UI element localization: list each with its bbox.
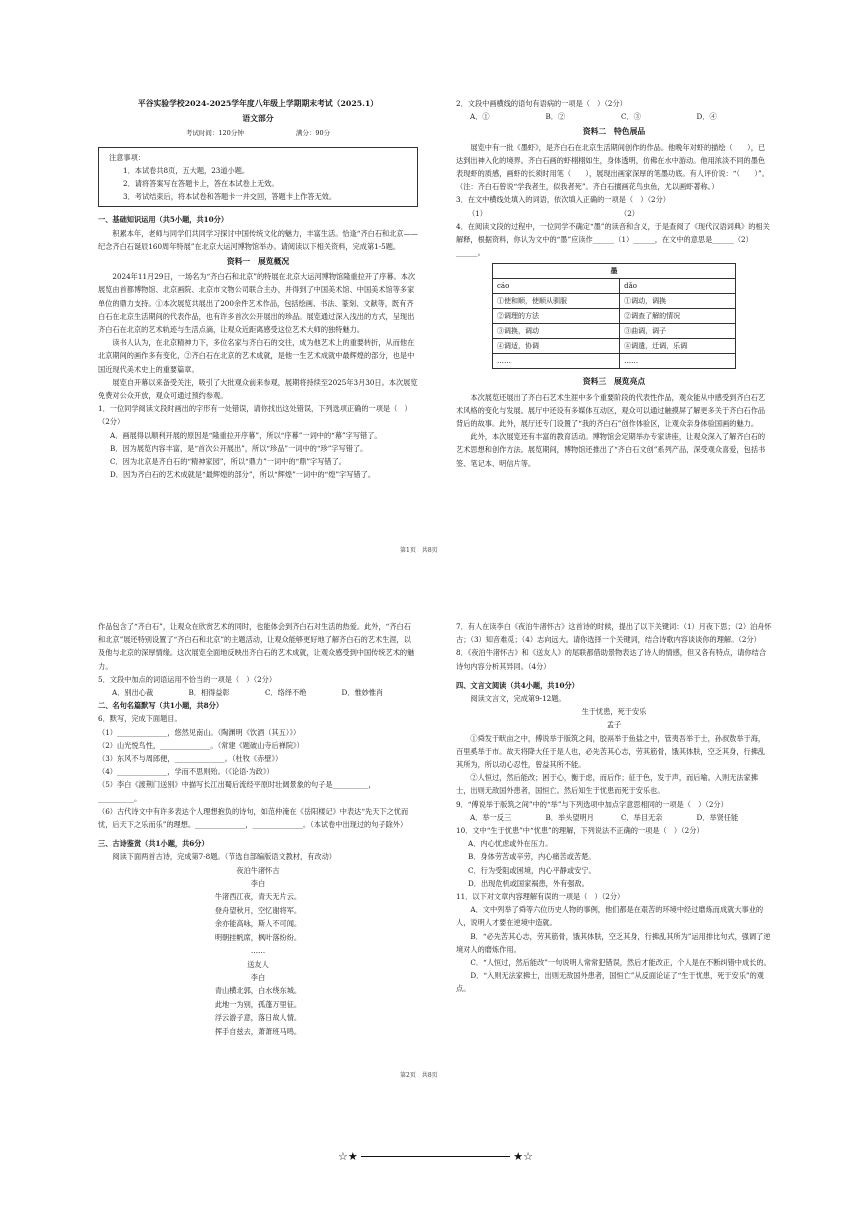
ancient-author: 孟子 (606, 720, 622, 730)
poem-author: 李白 (250, 972, 266, 982)
exam-meta: 考试时间：120分钟 满分：90分 (185, 129, 331, 138)
ancient-title: 生于忧患，死于安乐 (581, 707, 647, 717)
right-column-bottom (456, 620, 772, 996)
question: 4．在阅读文段的过程中，一位同学不确定“墨”的读音和含义，于是查阅了《现代汉语词典》的相关解释，根据资料，你认为文中的“墨”应读作______（1）______，在文中的意思是______（2）______。 (456, 221, 770, 258)
page-top (0, 0, 867, 600)
blank: （2） (620, 208, 639, 218)
dict-head: 墨 (493, 264, 736, 279)
paragraph: 2024年11月29日，一场名为“齐白石和北京”的特展在北京大运河博物馆隆重拉开了序幕。本次展览由首都博物馆、北京画院、北京市文物公司联合主办，并得到了中国美术馆、中国美术馆等多家单位的鼎力支持。①本次展览共展出了200余件艺术作品，包括绘画、书法、篆刻、文献等，既有齐白石在北京生活期间的代表作品，也有许多首次公开展出的珍品。展览通过深入浅出的方式，呈现出齐白石在北京的艺术轨迹与生活点滴，让观众近距离感受这位艺术大师的独特魅力。 (98, 272, 416, 335)
question: 2．文段中画横线的语句有语病的一项是（ ）（2分） (456, 99, 627, 108)
paragraph: 阅读下面两首古诗，完成第7-8题。（节选自部编版语文教材，有改动） (112, 852, 336, 862)
question: 1．一位同学阅读文段时画出的字形有一处错误，请你找出这处错误，下列选项正确的一项是（ ）（2分） (98, 404, 412, 427)
dict-cell: ②调理的方法 (493, 309, 620, 324)
question: 11．以下对文章内容理解有误的一项是（ ）（2分） (456, 892, 625, 902)
poem-line: …… (250, 946, 266, 956)
notice-item: 3．考试结束后，将本试卷和答题卡一并交回，答题卡上作答无效。 (123, 192, 337, 202)
fill-line: （1）______________，悠然见南山。（陶渊明《饮酒（其五）》） (98, 727, 301, 737)
poem-title: 夜泊牛渚怀古 (236, 865, 280, 875)
dict-cell: ①使和顺，使顺从驯服 (493, 294, 620, 309)
dict-cell: ④调适，协调 (493, 339, 620, 354)
option-row (456, 110, 772, 123)
fill-line: （6）古代诗文中有许多表达个人理想抱负的诗句，如范仲淹在《岳阳楼记》中表达“先天下之忧而忧，后天下之乐而乐”的理想。______________，______________。（本试卷中出现过的句子除外） (98, 806, 409, 830)
notice-item: 1．本试卷共8页，五大题，23道小题。 (123, 165, 250, 175)
option: C．举目无亲 (621, 812, 663, 822)
dictionary-box (456, 259, 772, 373)
option: D．出现危机或国家祸患，外有强敌。 (468, 878, 589, 888)
option: A．画展得以顺利开展的原因是“隆重拉开序幕”，所以“序幕”一词中的“幕”字写错了。 (110, 430, 382, 440)
left-column-top (98, 97, 418, 481)
poem-line: 青山横北郭，白水绕东城。 (214, 986, 302, 996)
notice-title: 注意事项： (109, 152, 145, 162)
question: 3．在文中横线处填入的词语，依次填入正确的一项是（ ）（2分） (456, 195, 670, 205)
option: B．举头望明月 (545, 812, 594, 822)
paragraph: 此外，本次展览还有丰富的教育活动。博物馆会定期举办专家讲座，让观众深入了解齐白石的艺术思想和创作方法。展览期间，博物馆还推出了“齐白石文创”系列产品，深受观众喜爱，包括书签、笔记本、明信片等。 (456, 432, 766, 468)
question: 9．“傅说举于版筑之间”中的“举”与下列选项中加点字意思相同的一项是（ ）（2分） (456, 799, 728, 809)
poem-line: 明朝挂帆席，枫叶落纷纷。 (214, 932, 302, 942)
dict-cell: ③曲调，调子 (620, 324, 736, 339)
dict-cell: ①调动，调换 (620, 294, 736, 309)
poem-title: 送友人 (247, 959, 269, 969)
option-row (98, 686, 418, 699)
material-title: 资料三 展览亮点 (582, 377, 646, 387)
question: 8．《夜泊牛渚怀古》和《送友人》的尾联都借助景物表达了诗人的情感，但又各有特点，请你结合诗句内容分析其异同。（4分） (456, 648, 767, 671)
fill-line: （4）______________，学而不思则殆。（《论语·为政》） (98, 767, 274, 777)
star-divider (338, 1150, 533, 1163)
section-heading: 四、文言文阅读（共4小题，共10分） (456, 680, 579, 690)
dict-cell: ③调换，调动 (493, 324, 620, 339)
dict-right-head: dǎo (620, 279, 736, 294)
poem-line: 牛渚西江夜，青天无片云。 (214, 892, 302, 902)
notice-item: 2．请将答案写在答题卡上，答在本试卷上无效。 (123, 179, 279, 189)
blank: （1） (468, 208, 487, 218)
option: D．④ (696, 112, 717, 122)
option: D．惟妙惟肖 (341, 688, 384, 698)
poem-1 (98, 864, 418, 1038)
option: C．“人恒过，然后能改”一句说明人常常犯错误，然后才能改正，个人是在不断纠错中成长的。 (470, 958, 771, 968)
poem-author: 李白 (250, 879, 266, 889)
paragraph: ②人恒过，然后能改；困于心，衡于虑，而后作；征于色，发于声，而后喻。入则无法家拂士，出则无敌国外患者，国恒亡。然后知生于忧患而死于安乐也。 (456, 773, 758, 796)
star-icon: ☆★ (338, 1150, 358, 1163)
option: D．举贤任能 (696, 812, 739, 822)
paragraph: 本次展览还展出了齐白石艺术生涯中多个重要阶段的代表性作品，观众能从中感受到齐白石艺术风格的变化与发展。展厅中还设有多媒体互动区，观众可以通过触摸屏了解更多关于齐白石作品背后的故事。此外，展厅还专门设置了“我的齐白石”创作体验区，让观众亲身体验国画的魅力。 (456, 392, 766, 429)
option: C．因为北京是齐白石的“精神家园”，所以“鼎力”一词中的“鼎”字写错了。 (110, 457, 346, 467)
paragraph: 作品包含了“齐白石”，让观众在欣赏艺术的同时，也能体会到齐白石对生活的热爱。此外，“齐白石和北京”展还特别设置了“齐白石和北京”的主题活动，让观众能够更好地了解齐白石的艺术生涯，以及他与北京的深厚情缘。这次展览全面地反映出齐白石的艺术成就，让观众感受到中国传统艺术的魅力。 (98, 622, 415, 671)
option: D．因为齐白石的艺术成就是“最辉煌的部分”，所以“辉煌”一词中的“煌”字写错了。 (110, 470, 376, 480)
answer-blanks (456, 207, 772, 220)
option: A．内心忧虑或外在压力。 (468, 839, 553, 849)
paragraph: 展览自开幕以来备受关注，吸引了大批观众前来参观，展期将持续至2025年3月30日。本次展览免费对公众开放，观众可通过预约参观。 (98, 377, 418, 401)
option: B．身体劳苦或辛劳，内心痛苦或苦楚。 (468, 852, 596, 862)
paragraph: 读书人认为，在北京精神力下，多位名家与齐白石的交往，成为他艺术上的重要转折，从而他在北京期间的画作多有变化，②齐白石在北京的艺术成就，是他一生艺术成就中最辉煌的部分，也是中国近现代美术史上的重要篇章。 (98, 338, 415, 374)
option: B．相得益彰 (188, 688, 230, 698)
fill-line: （5）李白《渡荆门送别》中描写长江出蜀后流经平原时壮阔景象的句子是__________，__________。 (98, 780, 376, 803)
option: B．“必先苦其心志，劳其筋骨，饿其体肤，空乏其身，行拂乱其所为”运用排比句式，强调了逆境对人的磨炼作用。 (456, 931, 771, 954)
paragraph: 阅读文言文，完成第9-12题。 (470, 694, 566, 704)
paragraph: 展览中有一批《墨虾》，是齐白石在北京生活期间创作的作品。他晚年对虾的描绘（ ），已达到出神入化的境界。齐白石画的虾栩栩如生，身体透明，仿佛在水中游动。他用浓淡不同的墨色表现虾的质感，画虾的长须时用笔（ ），展现出画家深厚的笔墨功底。有人评价说：“（ ）”。（注：齐白石曾说“学我者生，似我者死”。齐白石擅画花鸟虫鱼，尤以画虾著称。） (456, 142, 769, 192)
exam-subject: 语文部分 (242, 114, 274, 124)
option: B．因为展览内容丰富，是“首次公开展出”，所以“珍品”一词中的“珍”字写错了。 (110, 443, 368, 453)
dictionary-table (492, 263, 736, 369)
question: 10．文中“生于忧患”中“忧患”的理解，下列说法不正确的一项是（ ）（2分） (456, 826, 704, 836)
section-heading: 三、古诗鉴赏（共1小题，共6分） (98, 839, 209, 849)
poem-line: 登舟望秋月，空忆谢将军。 (214, 905, 302, 915)
dict-cell: …… (620, 354, 736, 369)
notice-box (98, 147, 418, 208)
star-icon: ★☆ (513, 1150, 533, 1163)
dict-cell: ④调遣，迁调，乐调 (620, 339, 736, 354)
exam-title: 平谷实验学校2024-2025学年度八年级上学期期末考试（2025.1） (137, 99, 379, 108)
paragraph: ①舜发于畎亩之中，傅说举于版筑之间，胶鬲举于鱼盐之中，管夷吾举于士，孙叔敖举于海，百里奚举于市。故天将降大任于是人也，必先苦其心志，劳其筋骨，饿其体肤，空乏其身，行拂乱其所为，所以动心忍性，曾益其所不能。 (456, 733, 766, 770)
poem-line: 挥手自兹去，萧萧班马鸣。 (214, 1026, 302, 1036)
option: A．举一反三 (470, 812, 512, 822)
right-column-top (456, 97, 772, 470)
dict-cell: ②调查了解的情况 (620, 309, 736, 324)
option: A．别出心裁 (112, 688, 154, 698)
dict-cell: …… (493, 354, 620, 369)
option: D．“入则无法家拂士，出则无敌国外患者，国恒亡”从反面论证了“生于忧患，死于安乐”的观点。 (456, 971, 764, 994)
poem-line: 浮云游子意，落日故人情。 (214, 1013, 302, 1023)
divider-line (361, 1156, 511, 1157)
fill-line: （3）东风不与周郎便，______________。（杜牧《赤壁》） (98, 754, 283, 764)
poem-line: 余亦能高咏，斯人不可闻。 (214, 919, 302, 929)
material-title: 资料二 特色展品 (582, 127, 646, 137)
poem-line: 此地一为别，孤蓬万里征。 (214, 999, 302, 1009)
option: C．行为受阻或困境，内心平静或安宁。 (468, 865, 596, 875)
option: C．③ (621, 112, 641, 122)
option: C．络绎不绝 (265, 688, 307, 698)
question: 6．默写，完成下面题目。 (98, 714, 182, 724)
question: 7．有人在读李白《夜泊牛渚怀古》这首诗的时候，提出了以下关键词：（1）月夜下思；（2）泊舟怀古；（3）知音难觅；（4）志向远大。请你选择一个关键词，结合诗歌内容谈谈你的理解。（2分） (456, 622, 772, 645)
fill-line: （2）山光悦鸟性，______________。（常建《题破山寺后禅院》） (98, 740, 304, 750)
dict-left-head: cáo (493, 279, 620, 294)
page-footer: 第2页 共8页 (400, 1072, 438, 1079)
option-row (456, 811, 772, 824)
paragraph: 积累本年，老师与同学们共同学习探讨中国传统文化的魅力，丰富生活。恰逢“齐白石和北京——纪念齐白石诞辰160周年特展”在北京大运河博物馆举办。请阅读以下相关资料，完成第1-5题。 (98, 228, 418, 251)
section-heading: 二、名句名篇默写（共1小题，共8分） (98, 701, 224, 711)
option: A．文中列举了舜等六位历史人物的事例，他们都是在艰苦的环境中经过磨炼而成就大事业的人，说明人才要在逆境中造就。 (456, 905, 764, 928)
section-heading: 一、基础知识运用（共5小题，共10分） (98, 215, 229, 225)
page-footer: 第1页 共8页 (400, 547, 438, 554)
material-title: 资料一 展览概况 (226, 257, 290, 267)
option: B．② (545, 112, 566, 122)
question: 5．文段中加点的词语运用不恰当的一项是（ ）（2分） (98, 674, 277, 684)
page-bottom (0, 600, 867, 1140)
left-column-bottom (98, 620, 418, 1038)
option: A．① (470, 112, 490, 122)
